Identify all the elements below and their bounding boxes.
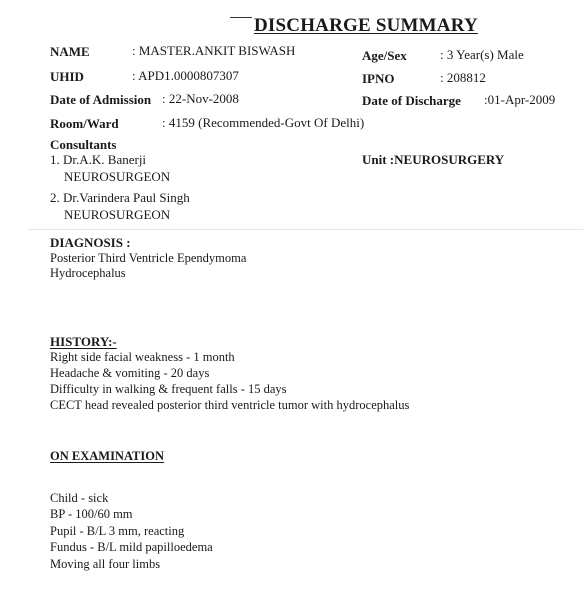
title-dash <box>230 17 252 18</box>
uhid-value: : APD1.0000807307 <box>132 68 239 83</box>
uhid-label: UHID <box>50 69 84 84</box>
discharge-date-label: Date of Discharge <box>362 93 461 108</box>
room-ward-label: Room/Ward <box>50 116 119 131</box>
history-line: Right side facial weakness - 1 month <box>50 350 235 364</box>
history-line: CECT head revealed posterior third ventricle tumor with hydrocephalus <box>50 398 410 412</box>
admission-date-value: : 22-Nov-2008 <box>162 91 239 106</box>
name-label: NAME <box>50 44 90 59</box>
examination-line: BP - 100/60 mm <box>50 507 133 521</box>
consultant-dept: NEUROSURGEON <box>64 207 171 222</box>
diagnosis-heading: DIAGNOSIS : <box>50 235 131 250</box>
diagnosis-line: Posterior Third Ventricle Ependymoma <box>50 251 247 265</box>
admission-date-label: Date of Admission <box>50 92 152 107</box>
examination-line: Pupil - B/L 3 mm, reacting <box>50 524 185 538</box>
section-divider <box>28 229 583 230</box>
unit-label: Unit :NEUROSURGERY <box>362 152 505 167</box>
diagnosis-line: Hydrocephalus <box>50 266 126 280</box>
discharge-date-value: :01-Apr-2009 <box>484 92 556 107</box>
examination-heading: ON EXAMINATION <box>50 449 165 463</box>
examination-line: Fundus - B/L mild papilloedema <box>50 540 213 554</box>
consultant-name: 1. Dr.A.K. Banerji <box>50 152 147 167</box>
consultants-heading: Consultants <box>50 137 117 152</box>
ipno-value: : 208812 <box>440 70 486 85</box>
consultant-name: 2. Dr.Varindera Paul Singh <box>50 190 190 205</box>
agesex-label: Age/Sex <box>362 48 407 63</box>
ipno-label: IPNO <box>362 71 395 86</box>
history-line: Difficulty in walking & frequent falls - 15 days <box>50 382 287 396</box>
consultant-dept: NEUROSURGEON <box>64 169 171 184</box>
examination-line: Child - sick <box>50 491 109 505</box>
history-line: Headache & vomiting - 20 days <box>50 366 210 380</box>
agesex-value: : 3 Year(s) Male <box>440 47 524 62</box>
history-heading: HISTORY:- <box>50 334 117 349</box>
examination-line: Moving all four limbs <box>50 557 161 571</box>
room-ward-value: : 4159 (Recommended-Govt Of Delhi) <box>162 115 365 130</box>
document-title: DISCHARGE SUMMARY <box>254 15 478 36</box>
name-value: : MASTER.ANKIT BISWASH <box>132 43 296 58</box>
